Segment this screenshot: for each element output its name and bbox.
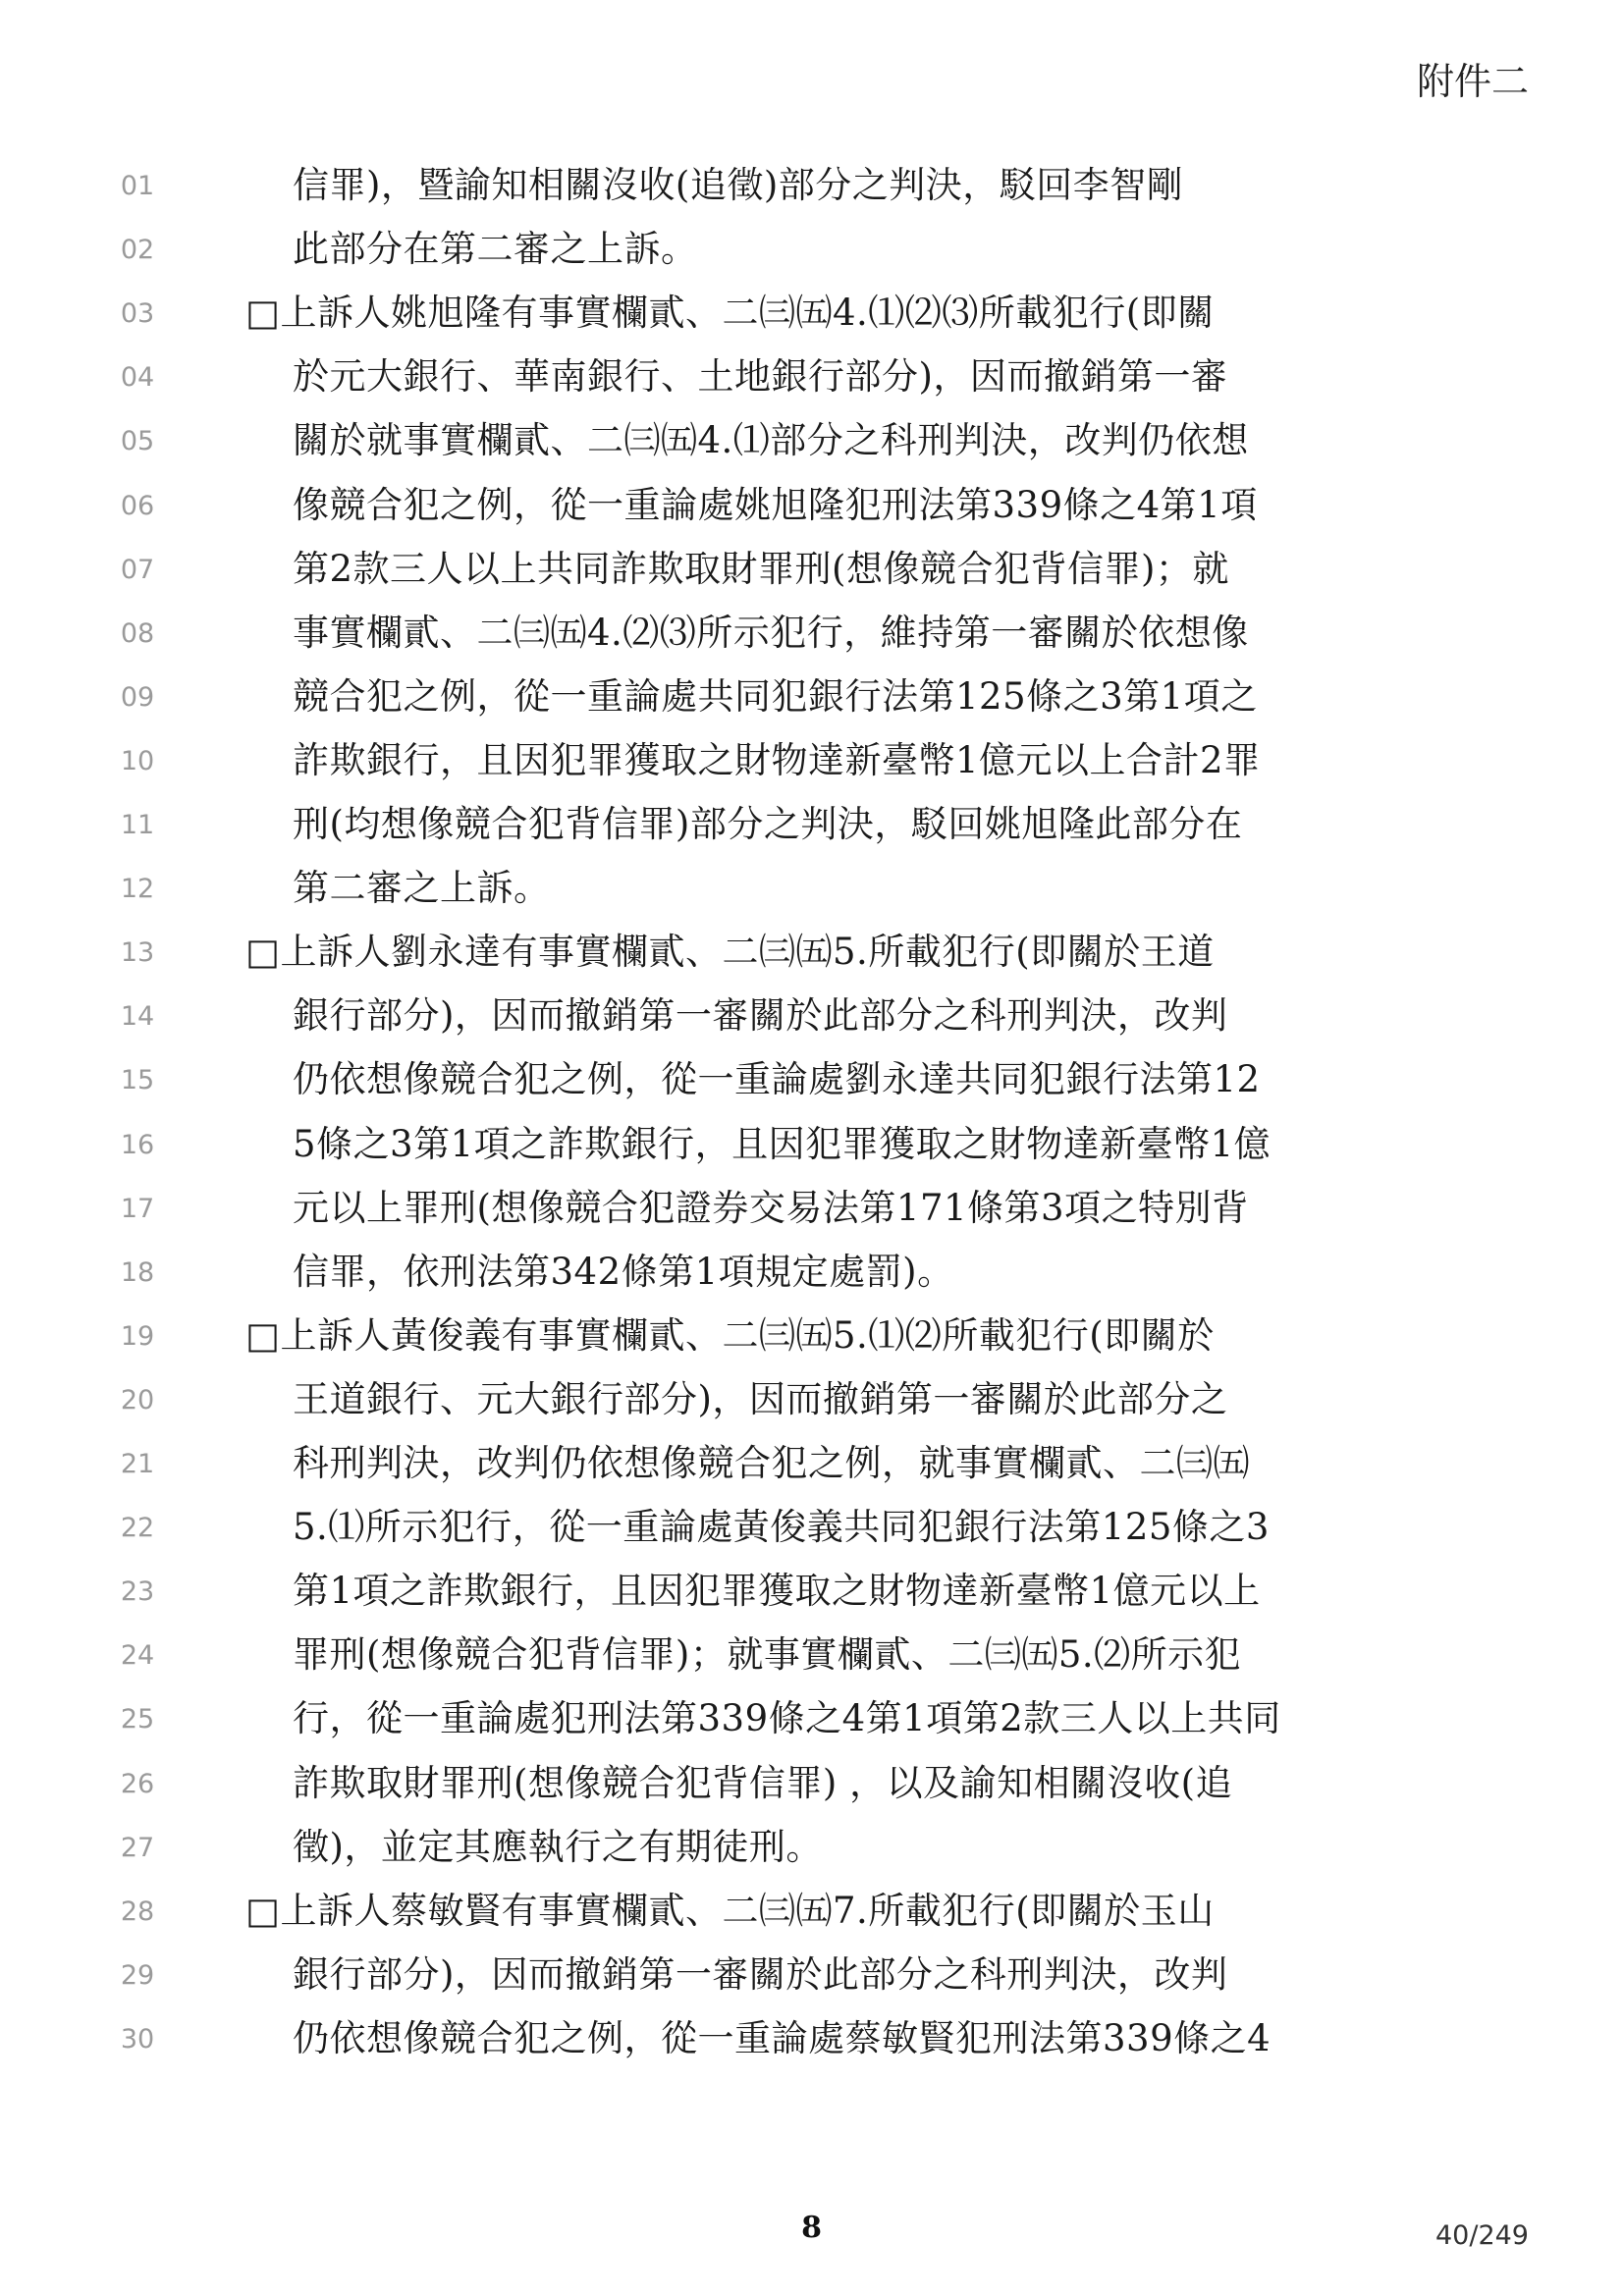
line-number: 13	[120, 937, 155, 969]
body-line: 詐欺銀行，且因犯罪獲取之財物達新臺幣1億元以上合計2罪	[293, 738, 1261, 781]
line-number: 29	[120, 1959, 155, 1991]
line-number: 14	[120, 1001, 155, 1033]
line-number: 17	[120, 1193, 155, 1224]
body-line: 5.⑴所示犯行，從一重論處黃俊義共同犯銀行法第125條之3	[293, 1506, 1270, 1549]
body-line: 5條之3第1項之詐欺銀行，且因犯罪獲取之財物達新臺幣1億	[293, 1122, 1271, 1165]
page-number: 8	[801, 2211, 822, 2245]
page-count: 40/249	[1435, 2220, 1529, 2251]
body-line: 行，從一重論處犯刑法第339條之4第1項第2款三人以上共同	[293, 1697, 1281, 1740]
body-line: □上訴人姚旭隆有事實欄貳、二㈢㈤4.⑴⑵⑶所載犯行(即關	[245, 292, 1215, 335]
line-number: 10	[120, 745, 155, 776]
body-line: 第1項之詐欺銀行，且因犯罪獲取之財物達新臺幣1億元以上	[293, 1570, 1261, 1613]
body-line: 仍依想像競合犯之例，從一重論處劉永達共同犯銀行法第12	[293, 1058, 1261, 1101]
body-line: 徵)，並定其應執行之有期徒刑。	[293, 1825, 823, 1868]
line-number: 15	[120, 1065, 155, 1096]
line-number: 03	[120, 298, 155, 330]
line-number: 22	[120, 1513, 155, 1544]
line-number: 01	[120, 171, 155, 201]
line-number: 26	[120, 1768, 155, 1799]
line-number: 16	[120, 1129, 155, 1160]
line-number: 09	[120, 681, 155, 713]
line-number: 05	[120, 426, 155, 457]
line-number: 24	[120, 1640, 155, 1672]
body-line: 信罪，依刑法第342條第1項規定處罰)。	[293, 1250, 954, 1293]
body-line: 元以上罪刑(想像競合犯證券交易法第171條第3項之特別背	[293, 1186, 1249, 1229]
line-number: 08	[120, 617, 155, 649]
line-number: 07	[120, 554, 155, 585]
body-line: 像競合犯之例，從一重論處姚旭隆犯刑法第339條之4第1項	[293, 483, 1258, 526]
body-line: 刑(均想像競合犯背信罪)部分之判決，駁回姚旭隆此部分在	[293, 803, 1243, 845]
body-line: □上訴人劉永達有事實欄貳、二㈢㈤5.所載犯行(即關於王道	[245, 931, 1215, 974]
line-number: 19	[120, 1320, 155, 1352]
body-line: □上訴人黃俊義有事實欄貳、二㈢㈤5.⑴⑵所載犯行(即關於	[245, 1313, 1215, 1357]
line-number: 11	[120, 810, 155, 840]
line-number: 20	[120, 1384, 155, 1415]
body-line: 關於就事實欄貳、二㈢㈤4.⑴部分之科刑判決，改判仍依想	[293, 419, 1249, 462]
line-number: 06	[120, 490, 155, 521]
body-line: 信罪)，暨諭知相關沒收(追徵)部分之判決，駁回李智剛	[293, 164, 1184, 206]
body-line: 詐欺取財罪刑(想像競合犯背信罪) ，以及諭知相關沒收(追	[293, 1761, 1233, 1804]
line-number: 02	[120, 235, 155, 266]
body-line: 第二審之上訴。	[293, 867, 551, 910]
body-line: 罪刑(想像競合犯背信罪)；就事實欄貳、二㈢㈤5.⑵所示犯	[293, 1633, 1242, 1677]
line-number: 04	[120, 362, 155, 394]
body-line: 競合犯之例，從一重論處共同犯銀行法第125條之3第1項之	[293, 674, 1258, 718]
body-line: 於元大銀行、華南銀行、土地銀行部分)，因而撤銷第一審	[293, 355, 1228, 399]
line-number: 28	[120, 1896, 155, 1927]
line-number: 12	[120, 874, 155, 905]
body-line: 王道銀行、元大銀行部分)，因而撤銷第一審關於此部分之	[293, 1377, 1228, 1420]
line-number: 21	[120, 1449, 155, 1479]
body-line: □上訴人蔡敏賢有事實欄貳、二㈢㈤7.所載犯行(即關於玉山	[245, 1889, 1215, 1932]
line-number: 30	[120, 2023, 155, 2055]
line-number: 27	[120, 1832, 155, 1863]
body-line: 銀行部分)，因而撤銷第一審關於此部分之科刑判決，改判	[293, 1952, 1228, 1996]
body-line: 仍依想像競合犯之例，從一重論處蔡敏賢犯刑法第339條之4	[293, 2016, 1271, 2059]
annex-label: 附件二	[1416, 60, 1529, 103]
line-number: 23	[120, 1576, 155, 1608]
line-number: 18	[120, 1256, 155, 1288]
body-line: 此部分在第二審之上訴。	[293, 228, 698, 271]
body-line: 事實欄貳、二㈢㈤4.⑵⑶所示犯行，維持第一審關於依想像	[293, 611, 1249, 654]
body-line: 銀行部分)，因而撤銷第一審關於此部分之科刑判決，改判	[293, 994, 1228, 1038]
body-line: 科刑判決，改判仍依想像競合犯之例，就事實欄貳、二㈢㈤	[293, 1442, 1250, 1484]
body-line: 第2款三人以上共同詐欺取財罪刑(想像競合犯背信罪)；就	[293, 547, 1229, 590]
line-number: 25	[120, 1704, 155, 1735]
